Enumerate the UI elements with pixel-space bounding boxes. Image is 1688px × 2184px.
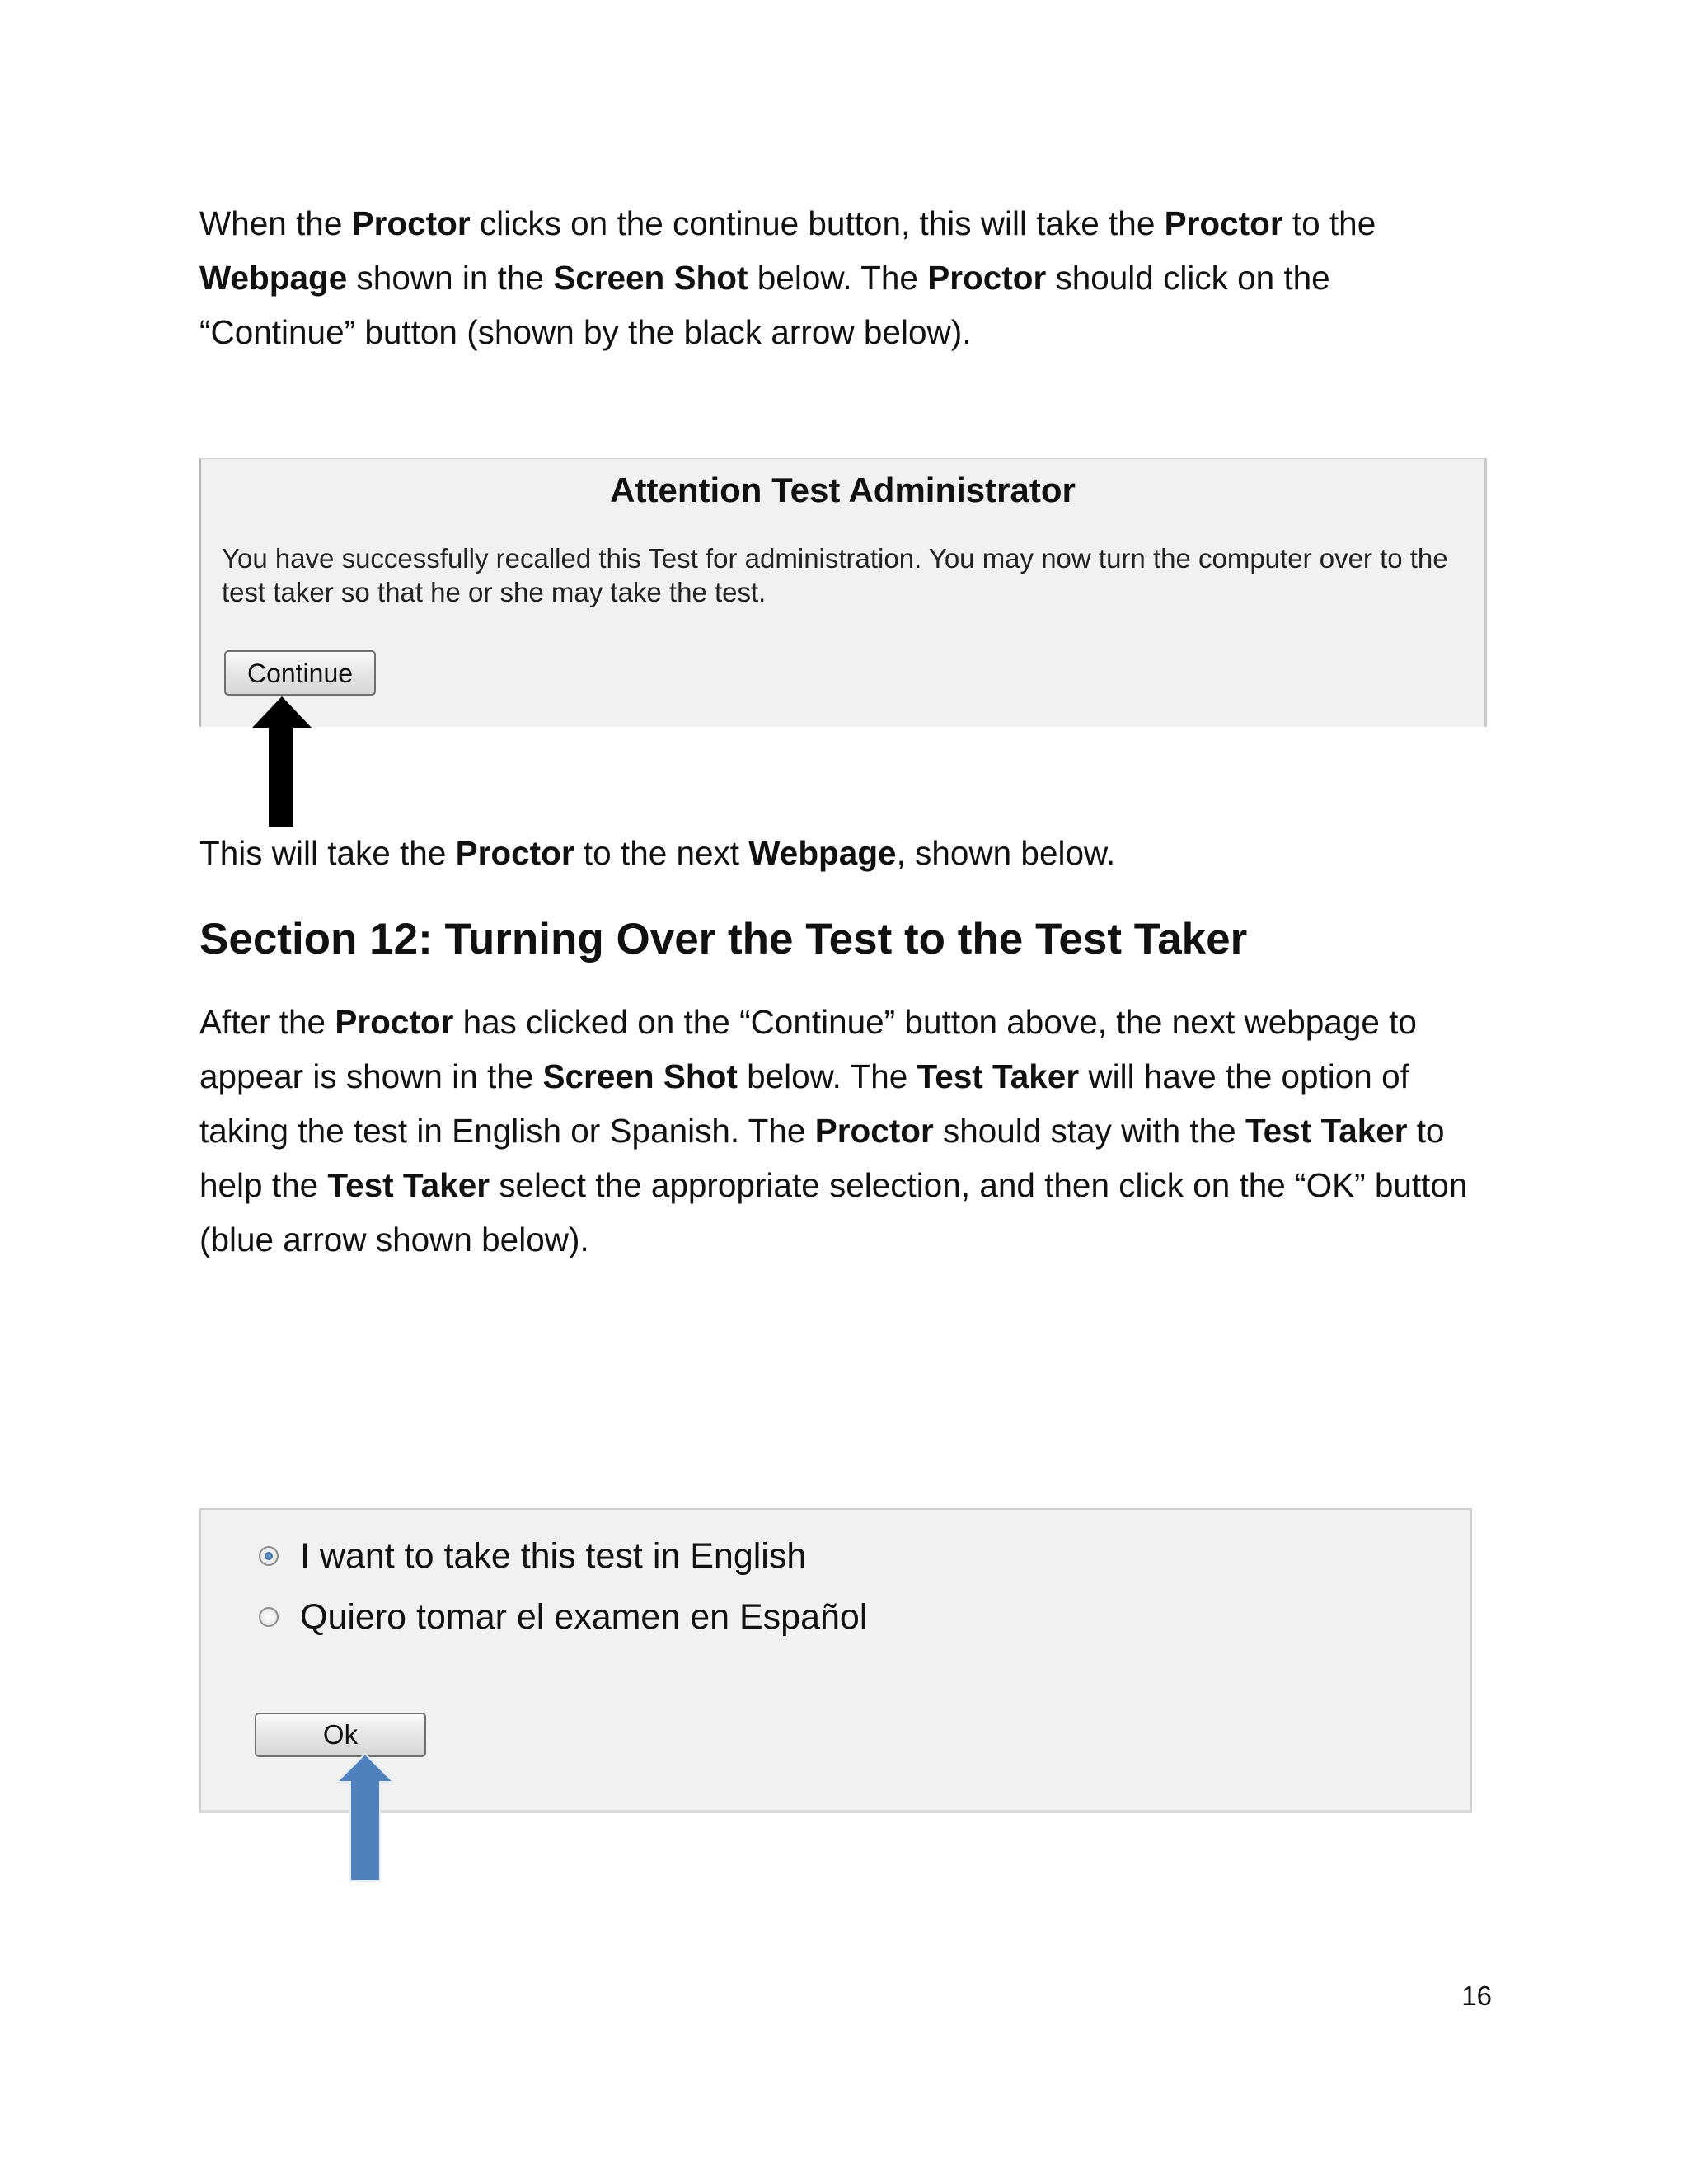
text-run: After the <box>199 1003 335 1041</box>
text-run: should stay with the <box>933 1112 1245 1150</box>
page-number: 16 <box>1461 1980 1492 2011</box>
spanish-option[interactable] <box>259 1592 867 1642</box>
next-page-paragraph <box>199 826 1493 880</box>
text-run: to help the <box>199 1112 1445 1204</box>
bold-term: Test Taker <box>327 1166 490 1204</box>
section-paragraph <box>199 995 1493 1267</box>
bold-term: Screen Shot <box>542 1057 738 1095</box>
text-run: to the <box>1282 204 1376 242</box>
spanish-radio[interactable] <box>259 1607 279 1627</box>
attention-screenshot <box>199 458 1487 727</box>
intro-paragraph <box>199 196 1493 359</box>
black-up-arrow-icon <box>247 696 316 830</box>
bold-term: Webpage <box>748 834 897 872</box>
text-run: will have the option of taking the test in English or Spanish. The <box>199 1057 1409 1150</box>
text-run: below. The <box>748 259 928 297</box>
text-run: below. The <box>737 1057 917 1095</box>
bold-term: Webpage <box>199 259 348 297</box>
bold-term: Screen Shot <box>553 259 748 297</box>
text-run: When the <box>199 204 352 242</box>
english-radio[interactable] <box>259 1546 279 1566</box>
text-run: select the appropriate selection, and then click on the “OK” button (blue arrow shown below). <box>199 1166 1468 1258</box>
text-run: This will take the <box>199 834 456 872</box>
english-option[interactable] <box>259 1531 806 1581</box>
bold-term: Proctor <box>1164 204 1283 242</box>
bold-term: Proctor <box>927 259 1047 297</box>
continue-button[interactable]: Continue <box>224 650 376 696</box>
bold-term: Proctor <box>455 834 574 872</box>
blue-up-arrow-icon <box>335 1752 395 1884</box>
text-run: clicks on the continue button, this will take the <box>470 204 1165 242</box>
attention-title: Attention Test Administrator <box>610 471 1076 509</box>
ok-button[interactable]: Ok <box>255 1713 426 1757</box>
text-run: should click on the “Continue” button (shown by the black arrow below). <box>199 259 1330 351</box>
bold-term: Proctor <box>335 1003 454 1041</box>
bold-term: Proctor <box>351 204 471 242</box>
spanish-option-label: Quiero tomar el examen en Español <box>300 1596 868 1637</box>
text-run: has clicked on the “Continue” button above, the next webpage to appear is shown in the <box>199 1003 1417 1095</box>
bold-term: Proctor <box>814 1112 934 1150</box>
english-option-label: I want to take this test in English <box>300 1535 807 1576</box>
text-run: , shown below. <box>896 834 1116 872</box>
bold-term: Test Taker <box>917 1057 1080 1095</box>
text-run: shown in the <box>347 259 554 297</box>
section-heading: Section 12: Turning Over the Test to the Test Taker <box>199 915 1248 963</box>
attention-message: You have successfully recalled this Test for administration. You may now turn the computer over to the test taker so that he or she may take the test. <box>222 543 1448 607</box>
text-run: to the next <box>574 834 749 872</box>
bold-term: Test Taker <box>1245 1112 1408 1150</box>
